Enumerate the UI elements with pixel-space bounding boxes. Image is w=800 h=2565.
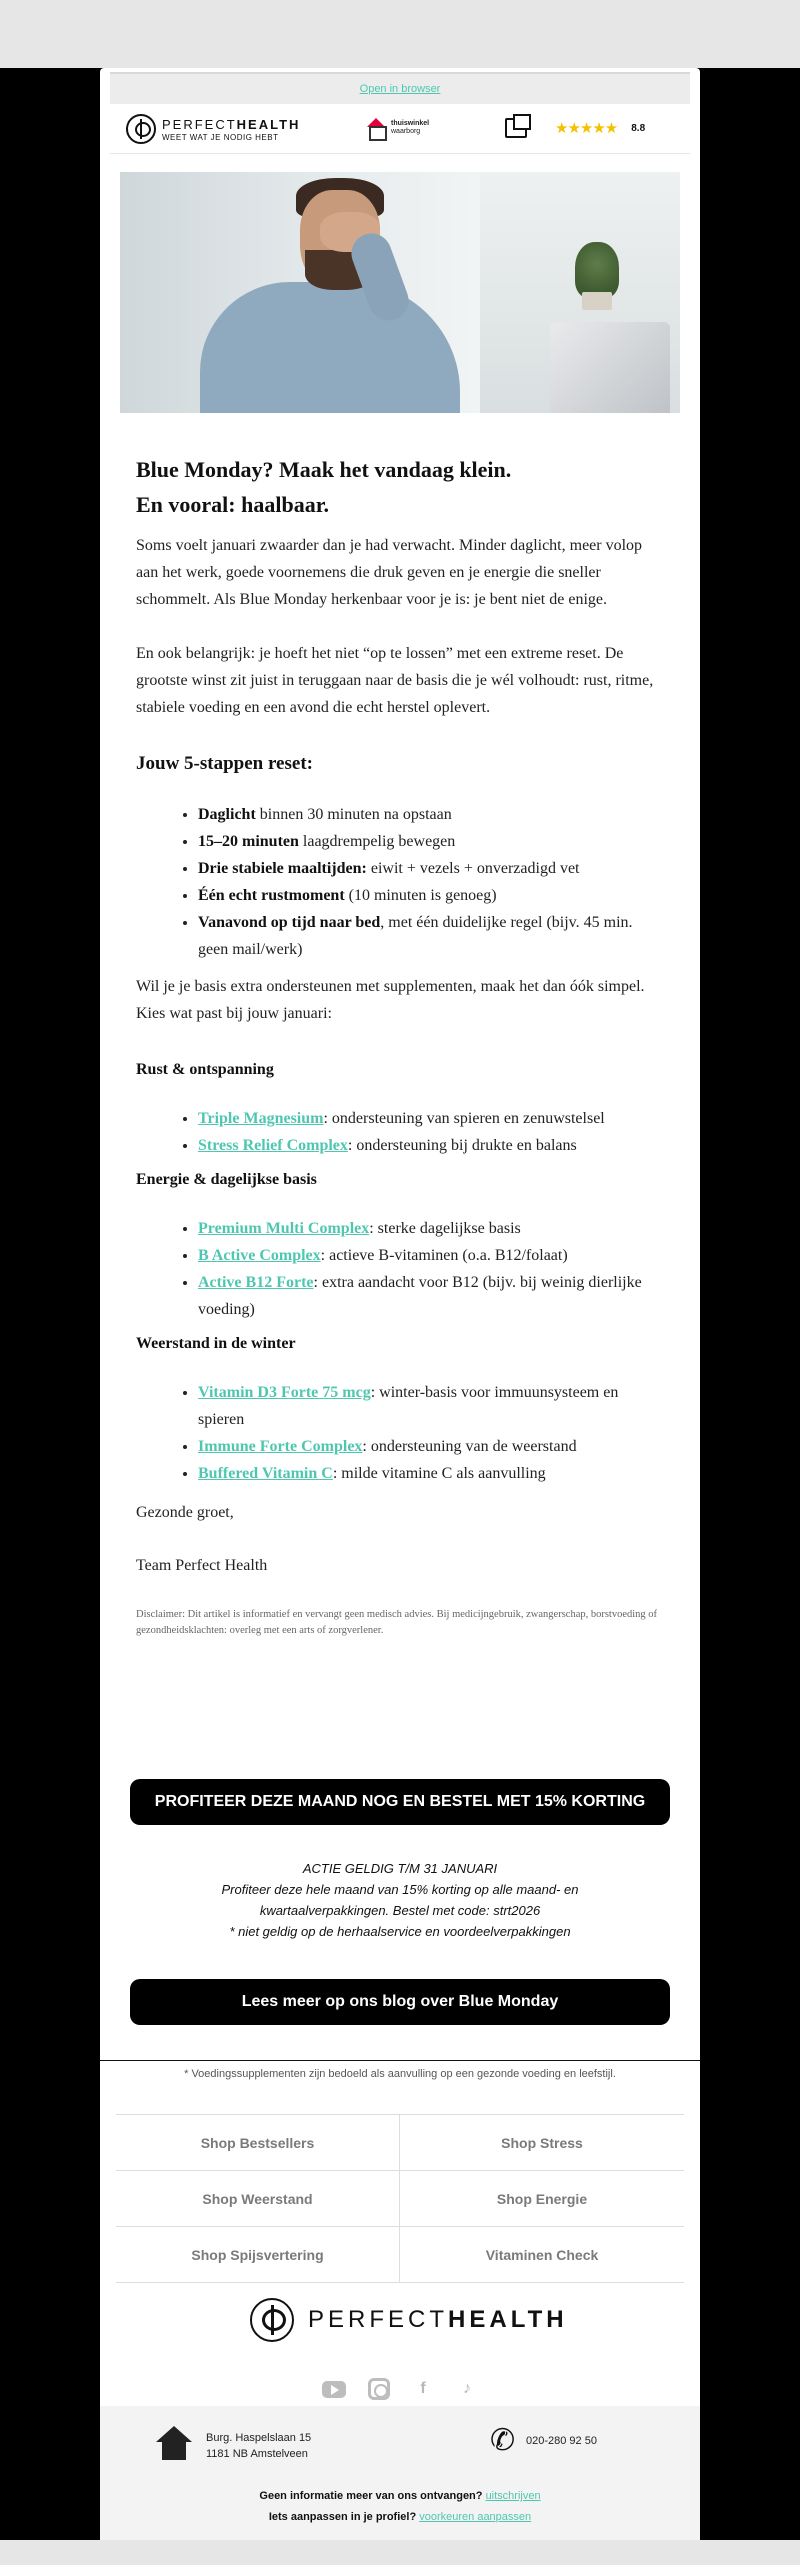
thuiswinkel-badge[interactable] (365, 118, 429, 138)
rating-score: 8.8 (631, 122, 646, 134)
article-body (136, 452, 666, 1639)
product-link[interactable]: Active B12 Forte (198, 1274, 314, 1291)
promo-description: Profiteer deze hele maand van 15% korting op alle maand- en kwartaalverpakkingen. Bestel met code: strt2026 (221, 1882, 579, 1918)
product-link[interactable]: Stress Relief Complex (198, 1137, 348, 1154)
logo-mark-icon (126, 114, 156, 144)
list-item: • Vanavond op tijd naar bed, met één duidelijke regel (bijv. 45 min. geen mail/werk) (198, 909, 666, 963)
rating-stars-icon: ★★★★★ (555, 120, 618, 137)
top-background (0, 0, 800, 68)
brand-name-light: PERFECT (162, 116, 237, 132)
intro-paragraph-2: En ook belangrijk: je hoeft het niet “op te lossen” met een extreme reset. De grootste winst zit juist in teruggaan naar de basis die je wél volhoudt: rust, ritme, stabiele voeding en een avond die echt herstel oplevert. (136, 645, 654, 716)
product-link[interactable]: Immune Forte Complex (198, 1438, 363, 1455)
product-link[interactable]: Premium Multi Complex (198, 1220, 370, 1237)
browser-bar (110, 72, 690, 104)
list-item: • Immune Forte Complex: ondersteuning van de weerstand (198, 1433, 666, 1460)
group-heading-immunity: Weerstand in de winter (136, 1335, 296, 1352)
product-link[interactable]: Vitamin D3 Forte 75 mcg (198, 1384, 371, 1401)
shop-link-spijsvertering[interactable]: Shop Spijsvertering (116, 2227, 400, 2283)
list-item: • Buffered Vitamin C: milde vitamine C als aanvulling (198, 1460, 666, 1487)
signature: Team Perfect Health (136, 1557, 268, 1574)
social-links (100, 2378, 700, 2400)
promo-conditions: * niet geldig op de herhaalservice en voordeelverpakkingen (229, 1924, 571, 1939)
immunity-list (136, 1379, 666, 1487)
list-item: • Vitamin D3 Forte 75 mcg: winter-basis voor immuunsysteem en spieren (198, 1379, 666, 1433)
footer-logo[interactable]: PERFECTHEALTH (250, 2298, 568, 2342)
shop-links-grid (116, 2114, 684, 2283)
list-item: • Drie stabiele maaltijden: eiwit + vezels + onverzadigd vet (198, 855, 666, 882)
discount-cta-button[interactable]: PROFITEER DEZE MAAND NOG EN BESTEL MET 15% KORTING (130, 1779, 670, 1825)
contact-bar (100, 2406, 700, 2540)
shop-link-weerstand[interactable]: Shop Weerstand (116, 2171, 400, 2227)
blog-cta-button[interactable]: Lees meer op ons blog over Blue Monday (130, 1979, 670, 2025)
review-rating[interactable] (505, 118, 645, 138)
unsubscribe-link[interactable]: uitschrijven (485, 2490, 541, 2502)
product-link[interactable]: B Active Complex (198, 1247, 321, 1264)
logo-mark-icon (250, 2298, 294, 2342)
preferences-link[interactable]: voorkeuren aanpassen (419, 2511, 532, 2523)
hero-image (120, 172, 680, 413)
disclaimer: Disclaimer: Dit artikel is informatief en vervangt geen medisch advies. Bij medicijngebruik, zwangerschap, borstvoeding of gezondheidsklachten: overleg met een arts of zorgverlener. (136, 1609, 658, 1636)
product-link[interactable]: Triple Magnesium (198, 1110, 324, 1127)
instagram-icon[interactable] (368, 2378, 390, 2400)
supplements-intro: Wil je je basis extra ondersteunen met supplementen, maak het dan óók simpel. Kies wat past bij jouw januari: (136, 978, 645, 1022)
shop-link-energie[interactable]: Shop Energie (400, 2171, 684, 2227)
list-item: • 15–20 minuten laagdrempelig bewegen (198, 828, 666, 855)
shop-link-bestsellers[interactable]: Shop Bestsellers (116, 2115, 400, 2171)
list-item: • Active B12 Forte: extra aandacht voor B12 (bijv. bij weinig dierlijke voeding) (198, 1269, 666, 1323)
facebook-icon[interactable]: f (420, 2380, 426, 2397)
shop-link-stress[interactable]: Shop Stress (400, 2115, 684, 2171)
tiktok-icon[interactable]: ♪ (463, 2380, 471, 2397)
promo-valid-until: ACTIE GELDIG T/M 31 JANUARI (302, 1861, 498, 1876)
brand-logo[interactable] (126, 114, 300, 144)
phone-icon: ✆ (490, 2424, 516, 2457)
thuiswinkel-title: thuiswinkel (391, 120, 430, 127)
email-header (110, 104, 690, 154)
supplement-footnote: * Voedingssupplementen zijn bedoeld als aanvulling op een gezonde voeding en leefstijl. (184, 2068, 616, 2080)
promo-text (160, 1858, 640, 1942)
home-icon (156, 2426, 192, 2460)
shop-link-vitaminen-check[interactable]: Vitaminen Check (400, 2227, 684, 2283)
youtube-icon[interactable] (322, 2381, 346, 2398)
steps-heading: Jouw 5-stappen reset: (136, 753, 313, 774)
brand-name-bold: HEALTH (236, 116, 301, 132)
list-item: • B Active Complex: actieve B-vitaminen (o.a. B12/folaat) (198, 1242, 666, 1269)
article-title: Blue Monday? Maak het vandaag klein. En vooral: haalbaar. (136, 457, 512, 517)
laptop-illustration (550, 322, 670, 413)
reviews-icon (505, 118, 527, 138)
energy-list (136, 1215, 666, 1323)
list-item: • Triple Magnesium: ondersteuning van spieren en zenuwstelsel (198, 1105, 666, 1132)
greeting: Gezonde groet, (136, 1504, 234, 1521)
preferences-text: Geen informatie meer van ons ontvangen? uitschrijven Iets aanpassen in je profiel? voorkeuren aanpassen (259, 2490, 541, 2523)
intro-paragraph: Soms voelt januari zwaarder dan je had verwacht. Minder daglicht, meer volop aan het werk, goede voornemens die druk geven en je energie die sneller schommelt. Als Blue Monday herkenbaar voor je is: je bent niet de enige. (136, 537, 643, 608)
group-heading-rest: Rust & ontspanning (136, 1061, 274, 1078)
phone-number[interactable]: 020-280 92 50 (526, 2435, 597, 2447)
email-card (100, 68, 700, 2540)
steps-list (136, 801, 666, 963)
thuiswinkel-sub: waarborg (391, 128, 421, 135)
thuiswinkel-house-icon (365, 118, 387, 138)
list-item: • Daglicht binnen 30 minuten na opstaan (198, 801, 666, 828)
rest-list (136, 1105, 666, 1159)
brand-tagline: WEET WAT JE NODIG HEBT (162, 132, 279, 142)
group-heading-energy: Energie & dagelijkse basis (136, 1171, 317, 1188)
list-item: • Één echt rustmoment (10 minuten is genoeg) (198, 882, 666, 909)
open-in-browser-link[interactable]: Open in browser (359, 83, 441, 95)
list-item: • Premium Multi Complex: sterke dagelijkse basis (198, 1215, 666, 1242)
list-item: • Stress Relief Complex: ondersteuning bij drukte en balans (198, 1132, 666, 1159)
divider (100, 2060, 700, 2061)
product-link[interactable]: Buffered Vitamin C (198, 1465, 333, 1482)
address: Burg. Haspelslaan 15 1181 NB Amstelveen (206, 2432, 312, 2460)
bottom-background (0, 2540, 800, 2565)
